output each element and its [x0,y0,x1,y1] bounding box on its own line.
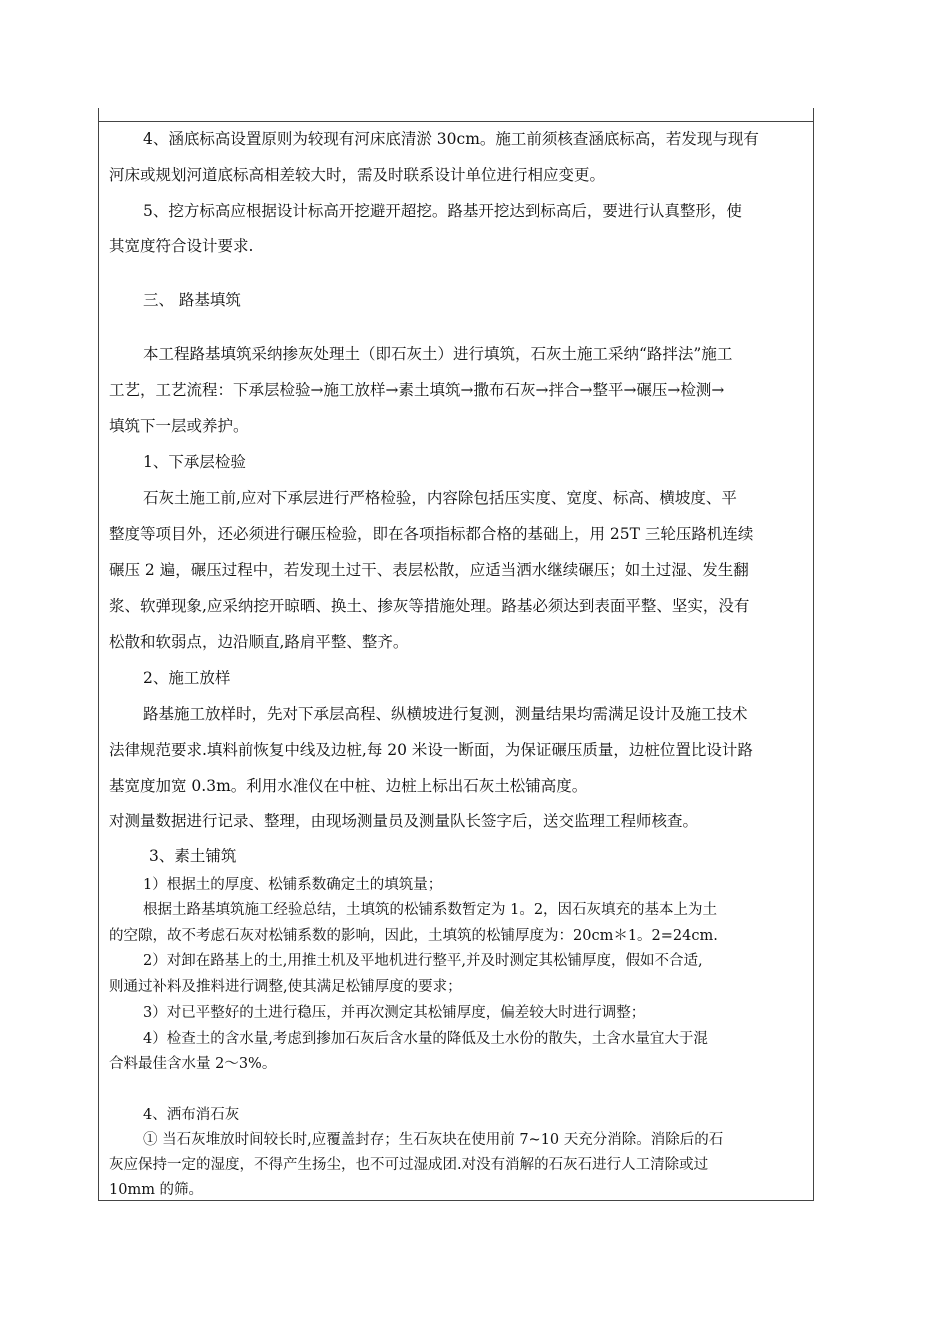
line-31: 灰应保持一定的湿度，不得产生扬尘，也不可过湿成团.对没有消解的石灰石进行人工清除或过 [109,1157,709,1173]
line-2: 河床或规划河道底标高相差较大时，需及时联系设计单位进行相应变更。 [109,166,606,184]
line-17: 法律规范要求.填料前恢复中线及边桩,每 20 米设一断面，为保证碾压质量，边桩位置比设计路 [109,741,753,759]
subheading-4: 4、洒布消石灰 [143,1107,240,1123]
line-7: 工艺，工艺流程：下承层检验→施工放样→素土填筑→撒布石灰→拌合→整平→碾压→检测→ [109,381,725,399]
line-19: 对测量数据进行记录、整理，由现场测量员及测量队长签字后，送交监理工程师核查。 [109,812,699,830]
subheading-1: 1、下承层检验 [143,453,246,471]
line-8: 填筑下一层或养护。 [109,417,249,435]
section-heading-3: 三、 路基填筑 [143,291,241,309]
line-30: ① 当石灰堆放时间较长时,应覆盖封存；生石灰块在使用前 7~10 天充分消除。消除后的石 [143,1132,724,1148]
line-25: 则通过补料及推料进行调整,使其满足松铺厚度的要求； [109,979,462,995]
line-22: 根据土路基填筑施工经验总结，土填筑的松铺系数暂定为 1。2，因石灰填充的基本上为土 [143,902,718,918]
frame-top-right-tick [813,108,814,121]
subheading-3: 3、素土铺筑 [149,847,237,865]
line-21: 1）根据土的厚度、松铺系数确定土的填筑量； [143,877,443,893]
line-14: 松散和软弱点，边沿顺直,路肩平整、整齐。 [109,633,409,651]
line-28: 合料最佳含水量 2～3%。 [109,1056,277,1072]
line-32: 10mm 的筛。 [109,1182,204,1198]
line-13: 浆、软弹现象,应采纳挖开晾晒、换土、掺灰等措施处理。路基必须达到表面平整、坚实，没有 [109,597,750,615]
line-6: 本工程路基填筑采纳掺灰处理土（即石灰土）进行填筑，石灰土施工采纳“路拌法”施工 [143,345,733,363]
line-3: 5、挖方标高应根据设计标高开挖避开超挖。路基开挖达到标高后，要进行认真整形，使 [143,202,742,220]
line-1: 4、涵底标高设置原则为较现有河床底清淤 30cm。施工前须核查涵底标高，若发现与现有 [143,130,759,148]
line-18: 基宽度加宽 0.3m。利用水准仪在中桩、边桩上标出石灰土松铺高度。 [109,777,588,795]
line-24: 2）对卸在路基上的土,用推土机及平地机进行整平,并及时测定其松铺厚度，假如不合适, [143,953,703,969]
subheading-2: 2、施工放样 [143,669,231,687]
line-12: 碾压 2 遍，碾压过程中，若发现土过干、表层松散，应适当洒水继续碾压；如土过湿、发生翻 [109,561,749,579]
line-27: 4）检查土的含水量,考虑到掺加石灰后含水量的降低及土水份的散失，土含水量宜大于混 [143,1031,708,1047]
line-11: 整度等项目外，还必须进行碾压检验，即在各项指标都合格的基础上，用 25T 三轮压路机连续 [109,525,754,543]
document-table-cell [98,121,814,1201]
line-23: 的空隙，故不考虑石灰对松铺系数的影响，因此，土填筑的松铺厚度为：20cm＊1。2=24cm. [109,928,718,944]
line-26: 3）对已平整好的土进行稳压，并再次测定其松铺厚度，偏差较大时进行调整； [143,1005,646,1021]
frame-top-left-tick [98,108,99,121]
line-10: 石灰土施工前,应对下承层进行严格检验，内容除包括压实度、宽度、标高、横坡度、平 [143,489,737,507]
line-16: 路基施工放样时，先对下承层高程、纵横坡进行复测，测量结果均需满足设计及施工技术 [143,705,748,723]
line-4: 其宽度符合设计要求. [109,237,254,255]
